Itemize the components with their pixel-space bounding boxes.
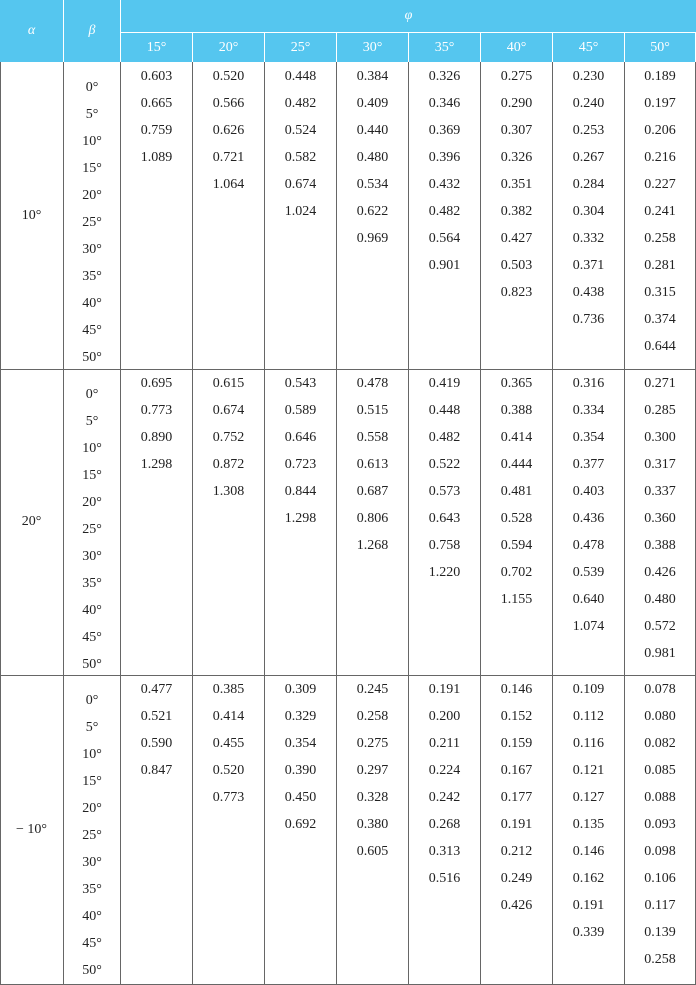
table-cell: 0.692 — [284, 817, 317, 832]
table-cell: 0.478 — [356, 376, 389, 391]
table-cell: 0.337 — [644, 484, 676, 499]
table-cell: 0.309 — [284, 682, 317, 697]
beta-value: 10° — [82, 747, 102, 762]
table-cell: 0.626 — [212, 123, 245, 138]
alpha-value: 10° — [21, 208, 42, 223]
beta-value: 15° — [82, 161, 102, 176]
table-cell: 0.230 — [572, 69, 605, 84]
table-cell: 0.212 — [500, 844, 533, 859]
table-cell: 1.298 — [284, 511, 317, 526]
table-cell: 0.159 — [500, 736, 533, 751]
beta-value: 35° — [82, 576, 102, 591]
beta-value: 15° — [82, 468, 102, 483]
table-cell: 0.300 — [644, 430, 676, 445]
table-cell: 0.396 — [428, 150, 461, 165]
phi-column-header: 40° — [481, 33, 552, 62]
beta-value: 30° — [82, 242, 102, 257]
table-cell: 0.177 — [500, 790, 533, 805]
table-cell: 0.078 — [644, 682, 676, 697]
table-cell: 0.521 — [140, 709, 173, 724]
table-cell: 0.539 — [572, 565, 605, 580]
table-cell: 1.268 — [356, 538, 389, 553]
table-cell: 0.080 — [644, 709, 676, 724]
table-cell: 0.275 — [500, 69, 533, 84]
header-divider — [624, 33, 625, 62]
table-cell: 0.258 — [356, 709, 389, 724]
table-cell: 0.455 — [212, 736, 245, 751]
beta-value: 25° — [82, 215, 102, 230]
beta-value: 10° — [82, 441, 102, 456]
table-cell: 0.135 — [572, 817, 605, 832]
table-cell: 0.271 — [644, 376, 676, 391]
table-cell: 0.426 — [500, 898, 533, 913]
table-cell: 0.329 — [284, 709, 317, 724]
beta-value: 50° — [82, 350, 102, 365]
phi-column-header: 20° — [193, 33, 264, 62]
table-cell: 0.297 — [356, 763, 389, 778]
column-divider — [120, 62, 121, 985]
table-cell: 0.844 — [284, 484, 317, 499]
table-cell: 0.388 — [500, 403, 533, 418]
table-cell: 0.351 — [500, 177, 533, 192]
beta-value: 50° — [82, 963, 102, 978]
table-cell: 0.981 — [644, 646, 676, 661]
table-cell: 0.258 — [644, 952, 676, 967]
phi-column-header: 50° — [625, 33, 695, 62]
table-cell: 0.482 — [428, 204, 461, 219]
table-cell: 0.503 — [500, 258, 533, 273]
table-cell: 1.308 — [212, 484, 245, 499]
table-cell: 0.646 — [284, 430, 317, 445]
table-cell: 0.326 — [428, 69, 461, 84]
table-cell: 0.450 — [284, 790, 317, 805]
beta-value: 45° — [82, 936, 102, 951]
beta-value: 5° — [85, 720, 99, 735]
beta-value: 20° — [82, 188, 102, 203]
table-cell: 0.106 — [644, 871, 676, 886]
phi-column-header: 35° — [409, 33, 480, 62]
table-cell: 0.146 — [500, 682, 533, 697]
phi-column-header: 30° — [337, 33, 408, 62]
table-cell: 0.528 — [500, 511, 533, 526]
table-cell: 0.258 — [644, 231, 676, 246]
table-cell: 1.220 — [428, 565, 461, 580]
table-cell: 0.365 — [500, 376, 533, 391]
table-cell: 0.326 — [500, 150, 533, 165]
beta-value: 20° — [82, 495, 102, 510]
table-cell: 0.847 — [140, 763, 173, 778]
alpha-header: α — [0, 0, 63, 62]
table-cell: 0.901 — [428, 258, 461, 273]
table-cell: 0.242 — [428, 790, 461, 805]
table-cell: 0.382 — [500, 204, 533, 219]
table-cell: 0.823 — [500, 285, 533, 300]
table-cell: 0.191 — [428, 682, 461, 697]
table-cell: 0.558 — [356, 430, 389, 445]
table-cell: 1.089 — [140, 150, 173, 165]
table-cell: 0.146 — [572, 844, 605, 859]
table-cell: 0.759 — [140, 123, 173, 138]
table-cell: 0.605 — [356, 844, 389, 859]
table-cell: 0.516 — [428, 871, 461, 886]
table-cell: 0.665 — [140, 96, 173, 111]
phi-column-header: 45° — [553, 33, 624, 62]
table-cell: 0.088 — [644, 790, 676, 805]
beta-header: β — [64, 0, 120, 62]
table-cell: 0.328 — [356, 790, 389, 805]
table-cell: 0.354 — [572, 430, 605, 445]
table-cell: 0.573 — [428, 484, 461, 499]
beta-value: 15° — [82, 774, 102, 789]
table-cell: 0.572 — [644, 619, 676, 634]
table-cell: 0.380 — [356, 817, 389, 832]
table-cell: 0.566 — [212, 96, 245, 111]
table-cell: 0.643 — [428, 511, 461, 526]
table-cell: 1.155 — [500, 592, 533, 607]
table-cell: 0.316 — [572, 376, 605, 391]
table-cell: 0.589 — [284, 403, 317, 418]
table-cell: 0.736 — [572, 312, 605, 327]
beta-value: 25° — [82, 828, 102, 843]
beta-value: 40° — [82, 909, 102, 924]
table-cell: 0.307 — [500, 123, 533, 138]
beta-value: 0° — [85, 693, 99, 708]
table-cell: 0.390 — [284, 763, 317, 778]
table-cell: 0.723 — [284, 457, 317, 472]
table-cell: 0.116 — [573, 736, 604, 751]
table-cell: 0.444 — [500, 457, 533, 472]
table-cell: 0.622 — [356, 204, 389, 219]
table-cell: 0.482 — [428, 430, 461, 445]
table-cell: 0.241 — [644, 204, 676, 219]
table-cell: 0.644 — [644, 339, 676, 354]
table-cell: 0.082 — [644, 736, 676, 751]
table-cell: 0.687 — [356, 484, 389, 499]
table-cell: 0.890 — [140, 430, 173, 445]
table-cell: 0.211 — [429, 736, 460, 751]
table-cell: 0.773 — [140, 403, 173, 418]
table-cell: 0.674 — [284, 177, 317, 192]
table-cell: 0.773 — [212, 790, 245, 805]
beta-value: 5° — [85, 414, 99, 429]
table-cell: 0.640 — [572, 592, 605, 607]
table-cell: 0.409 — [356, 96, 389, 111]
table-cell: 0.117 — [644, 898, 676, 913]
table-cell: 0.524 — [284, 123, 317, 138]
table-cell: 0.702 — [500, 565, 533, 580]
table-cell: 0.332 — [572, 231, 605, 246]
table-cell: 0.695 — [140, 376, 173, 391]
table-cell: 0.152 — [500, 709, 533, 724]
table-cell: 0.478 — [572, 538, 605, 553]
table-cell: 0.806 — [356, 511, 389, 526]
table-cell: 0.304 — [572, 204, 605, 219]
table-cell: 0.167 — [500, 763, 533, 778]
table-cell: 0.249 — [500, 871, 533, 886]
table-cell: 0.603 — [140, 69, 173, 84]
table-cell: 0.085 — [644, 763, 676, 778]
table-cell: 0.191 — [572, 898, 605, 913]
table-cell: 0.240 — [572, 96, 605, 111]
table-cell: 0.721 — [212, 150, 245, 165]
beta-value: 10° — [82, 134, 102, 149]
table-cell: 0.346 — [428, 96, 461, 111]
table-cell: 0.290 — [500, 96, 533, 111]
table-cell: 0.477 — [140, 682, 173, 697]
table-cell: 0.275 — [356, 736, 389, 751]
table-cell: 0.872 — [212, 457, 245, 472]
table-cell: 0.419 — [428, 376, 461, 391]
table-cell: 0.388 — [644, 538, 676, 553]
beta-value: 35° — [82, 269, 102, 284]
beta-value: 20° — [82, 801, 102, 816]
table-cell: 0.281 — [644, 258, 676, 273]
table-cell: 0.520 — [212, 69, 245, 84]
table-cell: 0.315 — [644, 285, 676, 300]
table-cell: 0.582 — [284, 150, 317, 165]
table-cell: 0.414 — [500, 430, 533, 445]
header-divider — [264, 33, 265, 62]
table-cell: 0.339 — [572, 925, 605, 940]
table-cell: 0.534 — [356, 177, 389, 192]
alpha-value: 20° — [21, 514, 42, 529]
table-cell: 0.480 — [644, 592, 676, 607]
table-cell: 0.427 — [500, 231, 533, 246]
table-cell: 0.139 — [644, 925, 676, 940]
column-divider — [192, 62, 193, 985]
table-cell: 0.448 — [428, 403, 461, 418]
header-divider — [192, 33, 193, 62]
beta-value: 30° — [82, 549, 102, 564]
table-cell: 0.414 — [212, 709, 245, 724]
beta-value: 5° — [85, 107, 99, 122]
table-cell: 0.285 — [644, 403, 676, 418]
table-cell: 0.121 — [572, 763, 605, 778]
table-cell: 0.200 — [428, 709, 461, 724]
table-cell: 0.385 — [212, 682, 245, 697]
beta-value: 0° — [85, 387, 99, 402]
header-divider — [552, 33, 553, 62]
table-cell: 0.112 — [573, 709, 604, 724]
table-cell: 0.674 — [212, 403, 245, 418]
header-divider — [480, 33, 481, 62]
table-cell: 0.253 — [572, 123, 605, 138]
table-cell: 0.758 — [428, 538, 461, 553]
table-cell: 0.482 — [284, 96, 317, 111]
table-cell: 0.594 — [500, 538, 533, 553]
beta-value: 45° — [82, 630, 102, 645]
table-cell: 0.189 — [644, 69, 676, 84]
table-cell: 0.227 — [644, 177, 676, 192]
table-cell: 0.313 — [428, 844, 461, 859]
header-divider — [336, 33, 337, 62]
table-cell: 0.093 — [644, 817, 676, 832]
table-cell: 0.438 — [572, 285, 605, 300]
table-cell: 0.268 — [428, 817, 461, 832]
table-cell: 0.267 — [572, 150, 605, 165]
table-cell: 0.520 — [212, 763, 245, 778]
table-cell: 0.127 — [572, 790, 605, 805]
table-cell: 0.317 — [644, 457, 676, 472]
table-cell: 0.480 — [356, 150, 389, 165]
phi-column-header: 25° — [265, 33, 336, 62]
table-cell: 0.371 — [572, 258, 605, 273]
phi-header: φ — [121, 0, 696, 32]
table-cell: 0.752 — [212, 430, 245, 445]
table-cell: 0.590 — [140, 736, 173, 751]
table-cell: 1.064 — [212, 177, 245, 192]
beta-value: 30° — [82, 855, 102, 870]
table-cell: 0.440 — [356, 123, 389, 138]
beta-value: 40° — [82, 603, 102, 618]
beta-value: 25° — [82, 522, 102, 537]
table-cell: 0.216 — [644, 150, 676, 165]
table-cell: 0.369 — [428, 123, 461, 138]
table-cell: 0.426 — [644, 565, 676, 580]
table-cell: 0.436 — [572, 511, 605, 526]
table-cell: 0.098 — [644, 844, 676, 859]
table-cell: 0.403 — [572, 484, 605, 499]
table-cell: 0.245 — [356, 682, 389, 697]
table-cell: 0.615 — [212, 376, 245, 391]
phi-column-header: 15° — [121, 33, 192, 62]
table-cell: 0.109 — [572, 682, 605, 697]
table-cell: 1.074 — [572, 619, 605, 634]
table-cell: 0.969 — [356, 231, 389, 246]
beta-value: 50° — [82, 657, 102, 672]
table-cell: 0.374 — [644, 312, 676, 327]
table-cell: 0.515 — [356, 403, 389, 418]
table-cell: 0.334 — [572, 403, 605, 418]
table-cell: 0.354 — [284, 736, 317, 751]
table-cell: 0.360 — [644, 511, 676, 526]
table-cell: 0.543 — [284, 376, 317, 391]
table-cell: 0.448 — [284, 69, 317, 84]
table-cell: 1.298 — [140, 457, 173, 472]
table-cell: 1.024 — [284, 204, 317, 219]
table-cell: 0.613 — [356, 457, 389, 472]
header-divider — [63, 0, 64, 62]
header-divider — [120, 0, 121, 62]
beta-value: 0° — [85, 80, 99, 95]
beta-value: 45° — [82, 323, 102, 338]
beta-value: 35° — [82, 882, 102, 897]
table-cell: 0.206 — [644, 123, 676, 138]
table-cell: 0.522 — [428, 457, 461, 472]
table-cell: 0.197 — [644, 96, 676, 111]
table-cell: 0.481 — [500, 484, 533, 499]
table-cell: 0.384 — [356, 69, 389, 84]
table-cell: 0.224 — [428, 763, 461, 778]
table-cell: 0.191 — [500, 817, 533, 832]
table-cell: 0.432 — [428, 177, 461, 192]
table-cell: 0.564 — [428, 231, 461, 246]
alpha-value: − 10° — [16, 822, 47, 837]
table-cell: 0.377 — [572, 457, 605, 472]
table-cell: 0.162 — [572, 871, 605, 886]
header-divider — [408, 33, 409, 62]
table-cell: 0.284 — [572, 177, 605, 192]
beta-value: 40° — [82, 296, 102, 311]
